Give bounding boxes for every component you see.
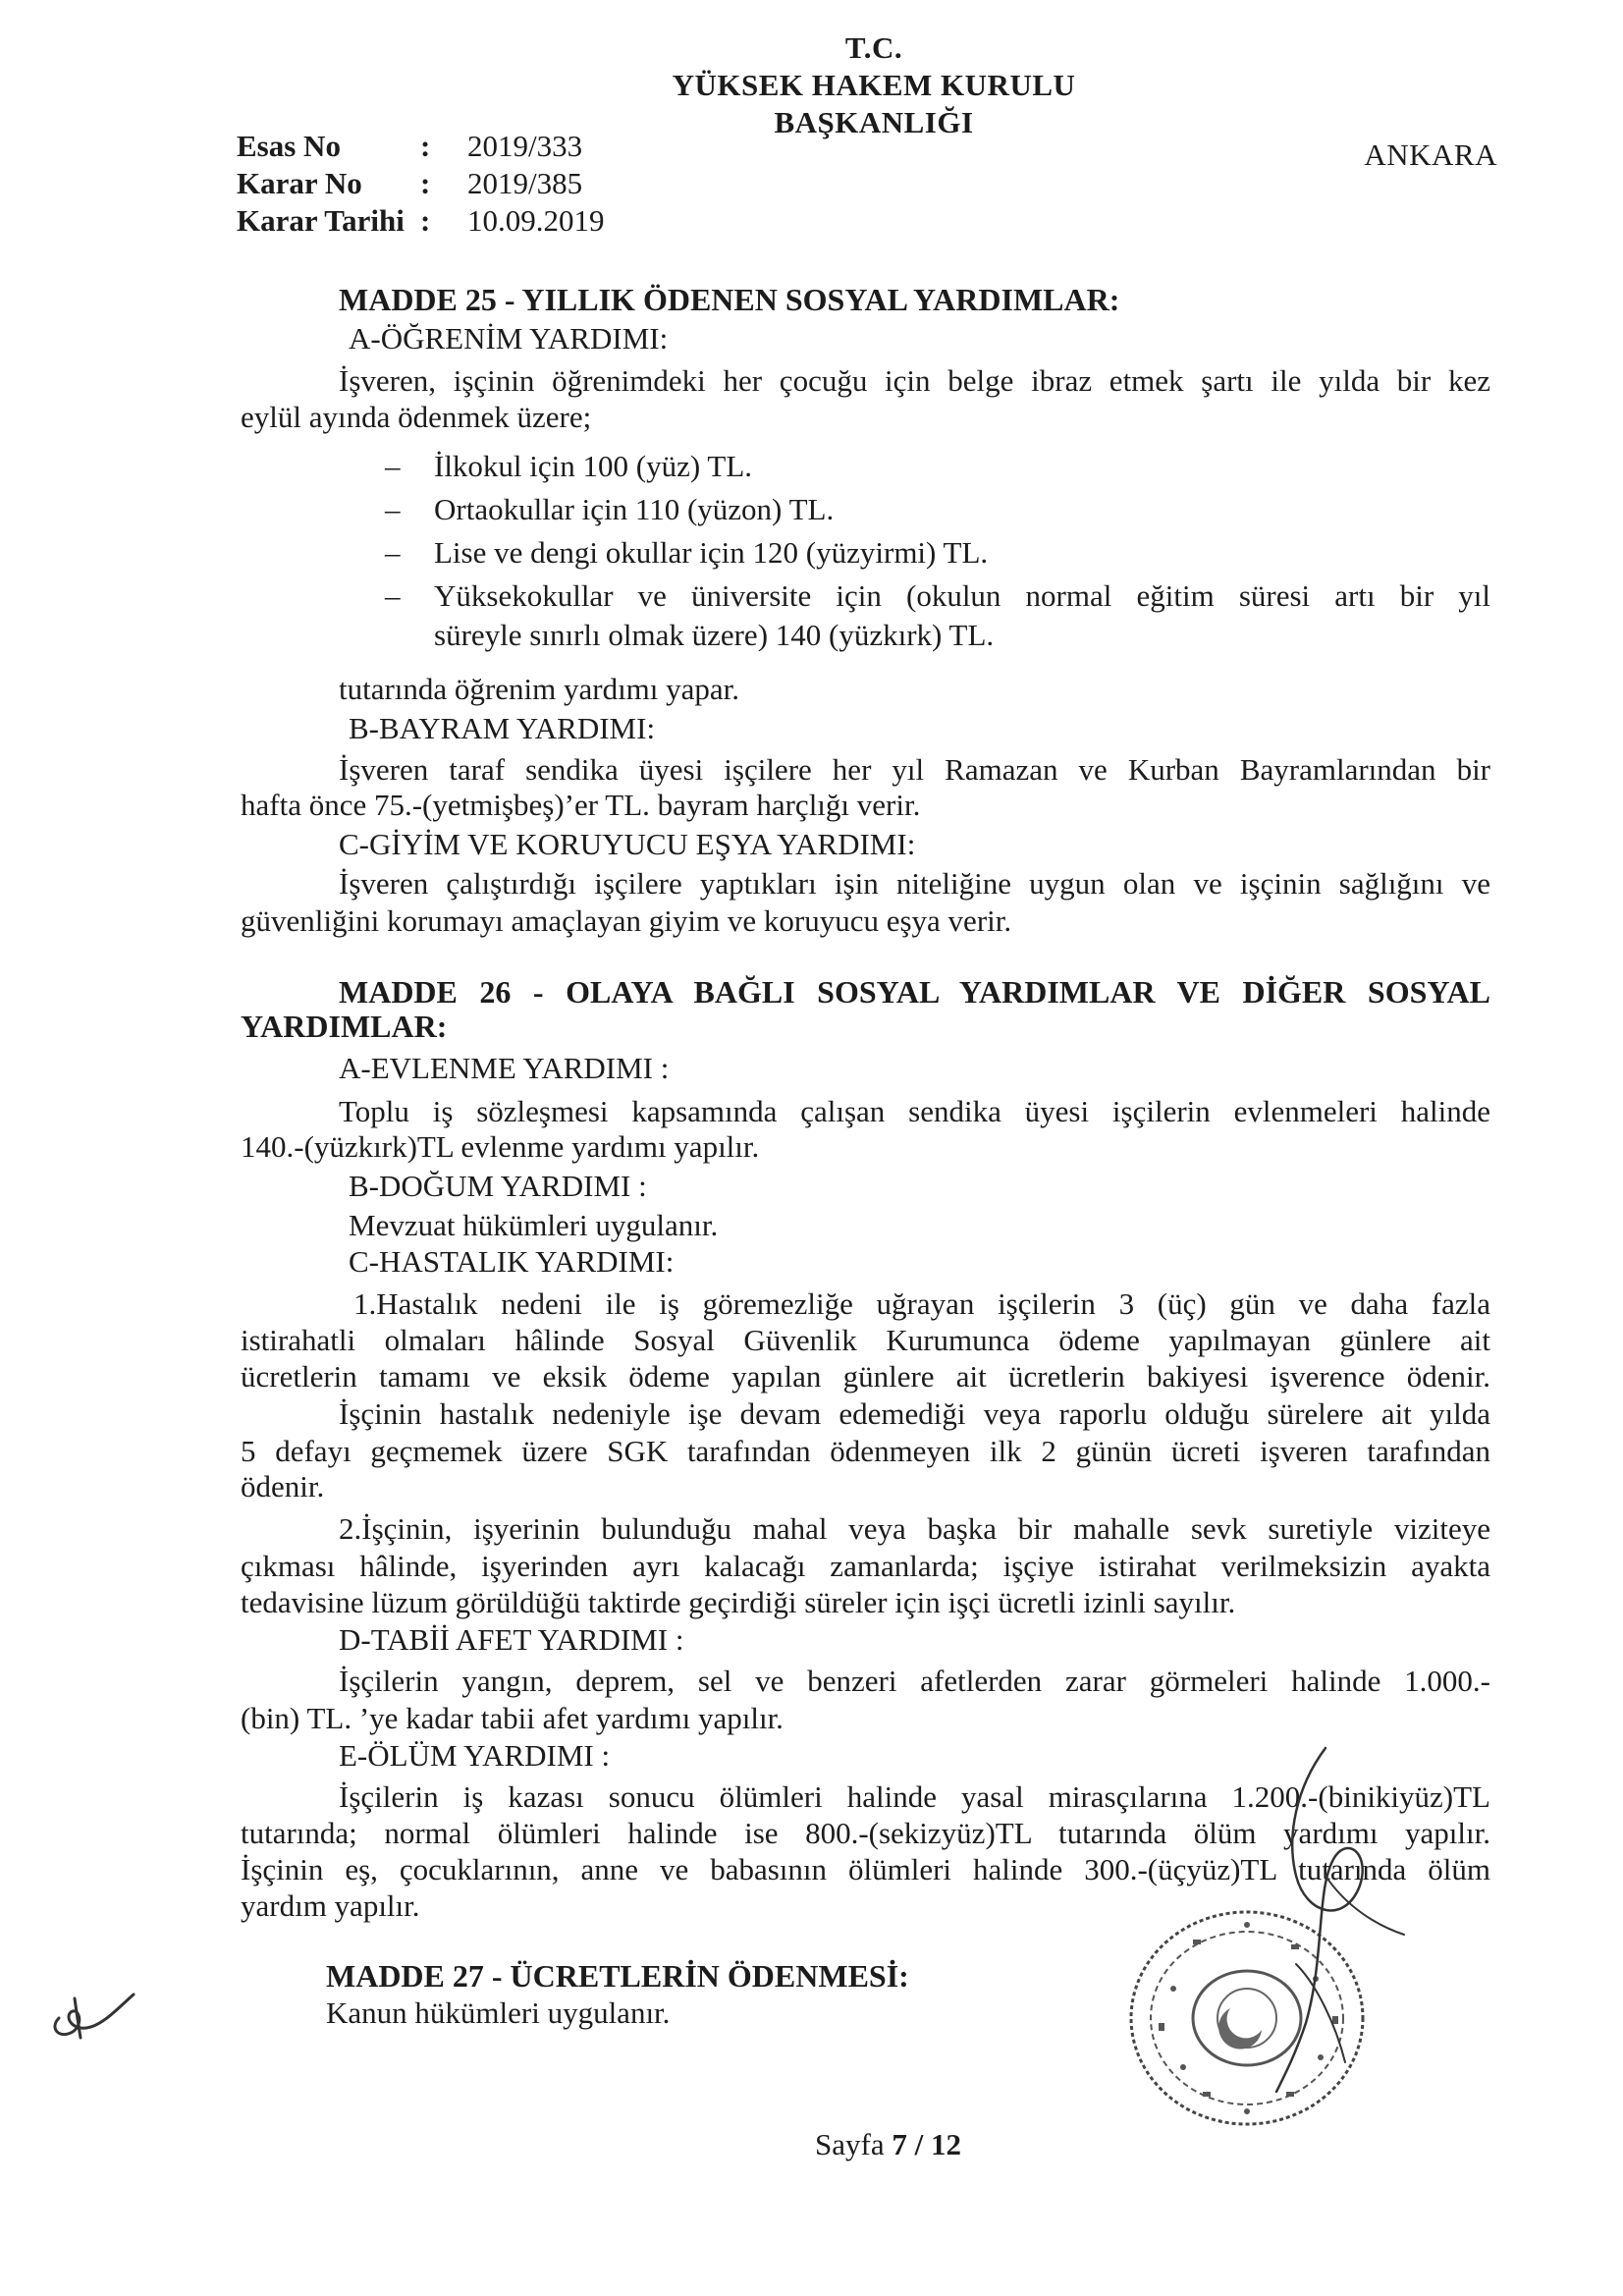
article-26-c1b-line-1: İşçinin hastalık nedeniyle işe devam edemediği veya raporlu olduğu sürelere ait yılda — [339, 1396, 1490, 1431]
article-26-a-line-1: Toplu iş sözleşmesi kapsamında çalışan sendika üyesi işçilerin evlenmeleri halinde — [339, 1094, 1490, 1128]
institution-header — [550, 29, 1198, 141]
article-25-a-line-2: eylül ayında ödenmek üzere; — [241, 400, 592, 434]
case-metadata — [237, 128, 605, 240]
article-26-b-title: B-DOĞUM YARDIMI : — [349, 1169, 647, 1203]
list-item-text: İlkokul için 100 (yüz) TL. — [434, 449, 753, 483]
meta-label: Esas No — [237, 129, 341, 163]
meta-row-tarih — [237, 202, 605, 240]
article-26-d-line-1: İşçilerin yangın, deprem, sel ve benzeri afetlerden zarar görmeleri halinde 1.000.- — [339, 1664, 1490, 1698]
meta-row-karar — [237, 165, 605, 202]
article-27-title: MADDE 27 - ÜCRETLERİN ÖDENMESİ: — [326, 1958, 909, 1994]
article-26-b-line-1: Mevzuat hükümleri uygulanır. — [349, 1208, 719, 1242]
meta-colon: : — [420, 203, 431, 238]
header-line-presidency: BAŞKANLIĞI — [774, 105, 974, 139]
article-26-title-line-2: YARDIMLAR: — [241, 1009, 448, 1044]
initials-signature-icon — [39, 1969, 147, 2048]
list-item-text: Lise ve dengi okullar için 120 (yüzyirmi) TL. — [434, 535, 989, 570]
header-line-institution: YÜKSEK HAKEM KURULU — [672, 68, 1076, 102]
article-25-title: MADDE 25 - YILLIK ÖDENEN SOSYAL YARDIMLAR: — [339, 282, 1120, 317]
article-26-d-line-2: (bin) TL. ’ye kadar tabii afet yardımı yapılır. — [241, 1701, 784, 1735]
article-26-c1-line-2: istirahatli olmaları hâlinde Sosyal Güvenlik Kurumunca ödeme yapılmayan günlere ait — [241, 1323, 1490, 1357]
article-25-c-line-1: İşveren çalıştırdığı işçilere yaptıkları işin niteliğine uygun olan ve işçinin sağlığını ve — [339, 866, 1490, 901]
article-26-c-title: C-HASTALIK YARDIMI: — [349, 1244, 675, 1279]
header-line-tc: T.C. — [844, 30, 903, 65]
article-26-c1-line-1: 1.Hastalık nedeni ile iş göremezliğe uğrayan işçilerin 3 (üç) gün ve daha fazla — [353, 1286, 1490, 1321]
article-26-e-line-4: yardım yapılır. — [241, 1888, 420, 1923]
dash-bullet: – — [385, 492, 401, 526]
article-26-c1b-line-3: ödenir. — [241, 1469, 325, 1503]
article-26-c1-line-3: ücretlerin tamamı ve eksik ödeme yapılan günlere ait ücretlerin bakiyesi işverence ödenir. — [241, 1359, 1490, 1394]
meta-value: 2019/385 — [467, 166, 583, 200]
article-26-e-title: E-ÖLÜM YARDIMI : — [339, 1738, 611, 1773]
meta-label: Karar Tarihi — [237, 203, 405, 238]
meta-colon: : — [420, 166, 431, 200]
article-26-e-line-2: tutarında; normal ölümleri halinde ise 800.-(sekizyüz)TL tutarında ölüm yardımı yapılır. — [241, 1816, 1490, 1850]
dash-bullet: – — [385, 578, 401, 613]
article-25-b-line-2: hafta önce 75.-(yetmişbeş)’er TL. bayram harçlığı verir. — [241, 788, 921, 822]
article-26-c1b-line-2: 5 defayı geçmemek üzere SGK tarafından ödenmeyen ilk 2 günün ücreti işveren tarafından — [241, 1434, 1490, 1468]
article-25-c-line-2: güvenliğini korumayı amaçlayan giyim ve koruyucu eşya verir. — [241, 903, 1012, 938]
meta-label: Karar No — [237, 166, 362, 200]
article-25-b-line-1: İşveren taraf sendika üyesi işçilere her yıl Ramazan ve Kurban Bayramlarından bir — [339, 752, 1490, 787]
article-27-line-1: Kanun hükümleri uygulanır. — [326, 1995, 671, 2030]
list-item — [385, 447, 1490, 486]
article-25-a-after: tutarında öğrenim yardımı yapar. — [339, 672, 740, 706]
meta-colon: : — [420, 129, 431, 163]
article-25-b-title: B-BAYRAM YARDIMI: — [349, 711, 656, 745]
signature-icon — [1178, 1728, 1434, 2102]
list-item-text-continued: süreyle sınırlı olmak üzere) 140 (yüzkırk) TL. — [434, 618, 995, 652]
city-label: ANKARA — [1364, 137, 1497, 172]
list-item-text: Ortaokullar için 110 (yüzon) TL. — [434, 492, 835, 526]
dash-bullet: – — [385, 449, 401, 483]
list-item-text: Yüksekokullar ve üniversite için (okulun normal eğitim süresi artı bir yıl — [434, 578, 1490, 613]
list-item — [385, 533, 1490, 573]
article-26-c2-line-2: çıkması hâlinde, işyerinden ayrı kalacağı zamanlarda; işçiye istirahat verilmeksizin ayakta — [241, 1549, 1490, 1583]
page-number-prefix: Sayfa — [815, 2127, 893, 2161]
list-item — [385, 576, 1490, 655]
article-26-d-title: D-TABİİ AFET YARDIMI : — [339, 1622, 684, 1657]
list-item — [385, 490, 1490, 529]
article-26-e-line-3: İşçinin eş, çocuklarının, anne ve babasının ölümleri halinde 300.-(üçyüz)TL tutarında ölüm — [241, 1852, 1490, 1886]
article-26-title-line-1: MADDE 26 - OLAYA BAĞLI SOSYAL YARDIMLAR VE DİĞER SOSYAL — [339, 974, 1490, 1010]
article-26-a-title: A-EVLENME YARDIMI : — [339, 1051, 670, 1085]
meta-value: 2019/333 — [467, 129, 583, 163]
article-26-c2-line-3: tedavisine lüzum görüldüğü taktirde geçirdiği süreler için işçi ücretli izinli sayılır. — [241, 1585, 1236, 1619]
article-25-a-title: A-ÖĞRENİM YARDIMI: — [349, 321, 669, 355]
page-number-value: 7 / 12 — [892, 2127, 961, 2161]
article-26-a-line-2: 140.-(yüzkırk)TL evlenme yardımı yapılır. — [241, 1129, 760, 1164]
article-25-c-title: C-GİYİM VE KORUYUCU EŞYA YARDIMI: — [339, 827, 916, 861]
article-26-e-line-1: İşçilerin iş kazası sonucu ölümleri halinde yasal mirasçılarına 1.200.-(binikiyüz)TL — [339, 1779, 1490, 1814]
meta-row-esas — [237, 128, 605, 165]
meta-value: 10.09.2019 — [467, 203, 605, 238]
education-aid-list — [385, 447, 1490, 655]
article-26-c2-line-1: 2.İşçinin, işyerinin bulunduğu mahal veya başka bir mahalle sevk suretiyle viziteye — [339, 1511, 1490, 1546]
page-number — [815, 2127, 961, 2162]
dash-bullet: – — [385, 535, 401, 570]
article-25-a-line-1: İşveren, işçinin öğrenimdeki her çocuğu için belge ibraz etmek şartı ile yılda bir kez — [339, 363, 1490, 398]
